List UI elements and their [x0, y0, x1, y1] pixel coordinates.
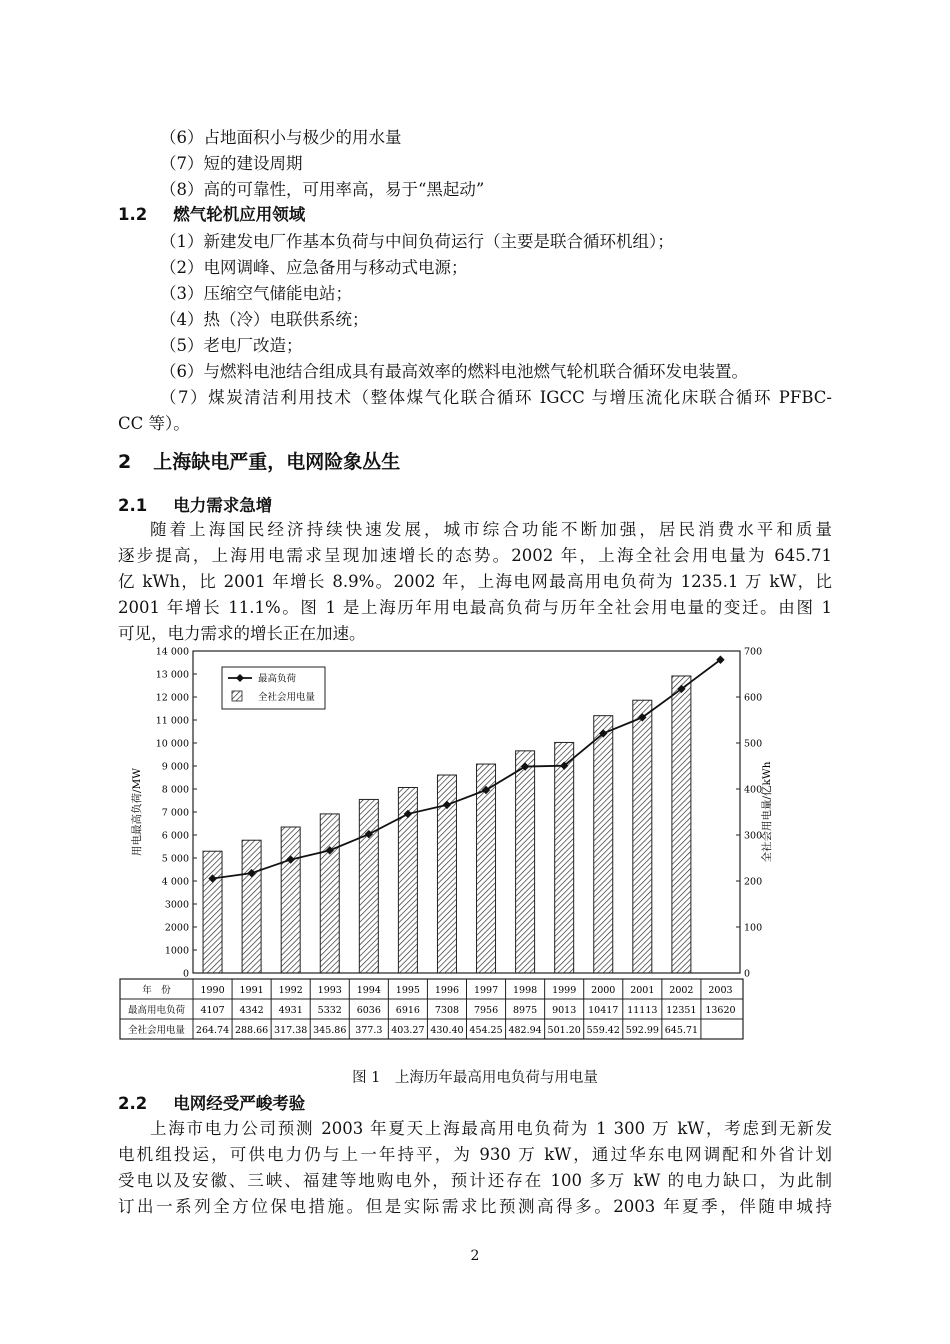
data-table-cell: 559.42: [586, 1025, 620, 1036]
data-table-cell: 1993: [317, 985, 342, 996]
y-right-tick-label: 0: [744, 968, 751, 980]
section-title: 上海缺电严重，电网险象丛生: [153, 451, 401, 473]
y-right-tick-label: 500: [744, 738, 763, 750]
y-left-tick-label: 2000: [164, 922, 189, 934]
data-table-cell: 6036: [356, 1005, 381, 1016]
y-right-tick-label: 100: [744, 922, 763, 934]
list-item: （4）热（冷）电联供系统；: [160, 310, 369, 329]
paragraph-line: 电机组投运，可供电力仍与上一年持平，为 930 万 kW，通过华东电网调配和外省计划: [118, 1145, 832, 1164]
data-table-cell: 454.25: [469, 1025, 503, 1036]
y-left-tick-label: 1000: [164, 945, 189, 957]
data-table-cell: 13620: [705, 1005, 736, 1016]
bar: [594, 716, 613, 973]
y-left-tick-label: 3000: [164, 899, 189, 911]
bar: [203, 851, 222, 973]
y-left-tick-label: 6 000: [161, 830, 189, 842]
y-left-tick-label: 7 000: [161, 807, 189, 819]
data-table-cell: 1997: [473, 985, 499, 996]
paragraph-line: 亿 kWh，比 2001 年增长 8.9%。2002 年，上海电网最高用电负荷为 1235.1 万 kW，比: [118, 572, 832, 591]
list-item: （6）占地面积小与极少的用水量: [160, 128, 402, 147]
paragraph-line: 随着上海国民经济持续快速发展，城市综合功能不断加强，居民消费水平和质量: [150, 520, 832, 539]
data-table-cell: 2001: [630, 985, 655, 996]
section-number: 2.1: [118, 496, 148, 515]
legend-label: 全社会用电量: [258, 692, 316, 703]
data-table-cell: 430.40: [430, 1025, 464, 1036]
paragraph-line: 2001 年增长 11.1%。图 1 是上海历年用电最高负荷与历年全社会用电量的变迁。由图 1: [118, 598, 832, 617]
bar: [281, 827, 300, 973]
y-right-tick-label: 400: [744, 784, 763, 796]
data-table-cell: 1990: [200, 985, 225, 996]
list-item: （1）新建发电厂作基本负荷与中间负荷运行（主要是联合循环机组）；: [160, 232, 674, 251]
data-table-cell: 12351: [666, 1005, 697, 1016]
list-item: （8）高的可靠性，可用率高，易于“黑起动”: [160, 180, 485, 199]
data-table-cell: 482.94: [508, 1025, 542, 1036]
data-table-row-header: 最高用电负荷: [127, 1005, 186, 1016]
y-right-tick-label: 200: [744, 876, 763, 888]
bar: [555, 742, 574, 973]
data-table-cell: 1994: [356, 985, 381, 996]
y-left-tick-label: 12 000: [155, 692, 189, 704]
bar: [516, 751, 535, 973]
data-table-cell: 9013: [552, 1005, 577, 1016]
data-table-cell: 403.27: [391, 1025, 425, 1036]
y-left-tick-label: 9 000: [161, 761, 189, 773]
section-number: 2.2: [118, 1094, 148, 1113]
legend-label: 最高负荷: [258, 673, 297, 685]
list-item: （6）与燃料电池结合组成具有最高效率的燃料电池燃气轮机联合循环发电装置。: [160, 362, 748, 381]
list-item-continuation: CC 等）。: [118, 414, 190, 433]
data-table-cell: 1996: [434, 985, 460, 996]
data-table-cell: 501.20: [547, 1025, 581, 1036]
bar: [320, 814, 339, 973]
page-number: 2: [470, 1248, 480, 1264]
data-table-cell: 345.86: [313, 1025, 347, 1036]
bar: [359, 799, 378, 973]
paragraph-line: 上海市电力公司预测 2003 年夏天上海最高用电负荷为 1 300 万 kW，考虑到无新发: [150, 1119, 832, 1138]
data-table-cell: 5332: [317, 1005, 342, 1016]
paragraph-line: 受电以及安徽、三峡、福建等地购电外，预计还存在 100 多万 kW 的电力缺口，为此制: [118, 1171, 832, 1190]
data-table-cell: 1998: [513, 985, 538, 996]
list-item: （2）电网调峰、应急备用与移动式电源；: [160, 258, 468, 277]
load-energy-chart: [118, 643, 773, 1043]
data-table-cell: 4342: [239, 1005, 264, 1016]
section-title: 电力需求急增: [173, 496, 273, 515]
paragraph-line: 可见，电力需求的增长正在加速。: [118, 624, 366, 643]
figure-caption: 图 1 上海历年最高用电负荷与用电量: [352, 1070, 598, 1086]
y-right-tick-label: 300: [744, 830, 763, 842]
bar: [633, 700, 652, 973]
y-left-tick-label: 0: [182, 968, 189, 980]
y-right-tick-label: 600: [744, 692, 763, 704]
y-left-axis-title: 用电最高负荷/MW: [131, 767, 143, 857]
data-table-cell: 1991: [239, 985, 264, 996]
list-item: （7）煤炭清洁利用技术（整体煤气化联合循环 IGCC 与增压流化床联合循环 PFBC-: [160, 388, 832, 407]
data-table-cell: 288.66: [234, 1025, 269, 1036]
y-left-tick-label: 4 000: [161, 876, 189, 888]
y-right-axis-title: 全社会用电量/亿kWh: [761, 761, 773, 863]
data-table-cell: 2000: [591, 985, 616, 996]
data-table-cell: 4931: [278, 1005, 303, 1016]
data-table-cell: 377.3: [355, 1025, 383, 1036]
data-table-cell: 645.71: [664, 1025, 699, 1036]
data-table-row-header: 全社会用电量: [127, 1025, 186, 1036]
legend-bar-swatch: [232, 691, 242, 701]
data-table-cell: 1995: [395, 985, 420, 996]
data-table-cell: 264.74: [195, 1025, 230, 1036]
data-table-cell: 592.99: [625, 1025, 659, 1036]
section-number: 2: [118, 451, 132, 473]
data-table-cell: 4107: [200, 1005, 225, 1016]
data-table-cell: 11113: [627, 1005, 658, 1016]
bar: [242, 840, 261, 973]
data-table-cell: 1992: [278, 985, 303, 996]
data-table-cell: 10417: [588, 1005, 619, 1016]
list-item: （5）老电厂改造；: [160, 336, 303, 355]
bar: [672, 676, 691, 973]
data-table-cell: 6916: [395, 1005, 420, 1016]
y-left-tick-label: 5 000: [161, 853, 189, 865]
list-item: （3）压缩空气储能电站；: [160, 284, 352, 303]
section-heading: [118, 203, 305, 227]
section-number: 1.2: [118, 205, 148, 224]
y-right-tick-label: 700: [744, 646, 763, 658]
y-left-tick-label: 13 000: [155, 669, 189, 681]
section-title: 电网经受严峻考验: [173, 1094, 306, 1113]
data-table-row-header: 年 份: [142, 985, 171, 996]
section-heading: [118, 450, 400, 474]
data-table-cell: 8975: [513, 1005, 538, 1016]
data-table-cell: 2003: [708, 985, 733, 996]
data-table-cell: 2002: [669, 985, 694, 996]
y-left-tick-label: 11 000: [155, 715, 189, 727]
data-table-cell: 317.38: [274, 1025, 308, 1036]
bar: [477, 764, 496, 973]
data-table-cell: 7956: [473, 1005, 499, 1016]
data-table-cell: 7308: [434, 1005, 460, 1016]
data-table-cell: 1999: [552, 985, 577, 996]
y-left-tick-label: 8 000: [161, 784, 189, 796]
y-left-tick-label: 14 000: [155, 646, 189, 658]
section-heading: [118, 1092, 305, 1116]
y-left-tick-label: 10 000: [155, 738, 189, 750]
section-title: 燃气轮机应用领域: [173, 205, 306, 224]
section-heading: [118, 494, 272, 518]
list-item: （7）短的建设周期: [160, 154, 303, 173]
paragraph-line: 订出一系列全方位保电措施。但是实际需求比预测高得多。2003 年夏季，伴随申城持: [118, 1197, 832, 1216]
paragraph-line: 逐步提高，上海用电需求呈现加速增长的态势。2002 年，上海全社会用电量为 645.71: [118, 546, 832, 565]
